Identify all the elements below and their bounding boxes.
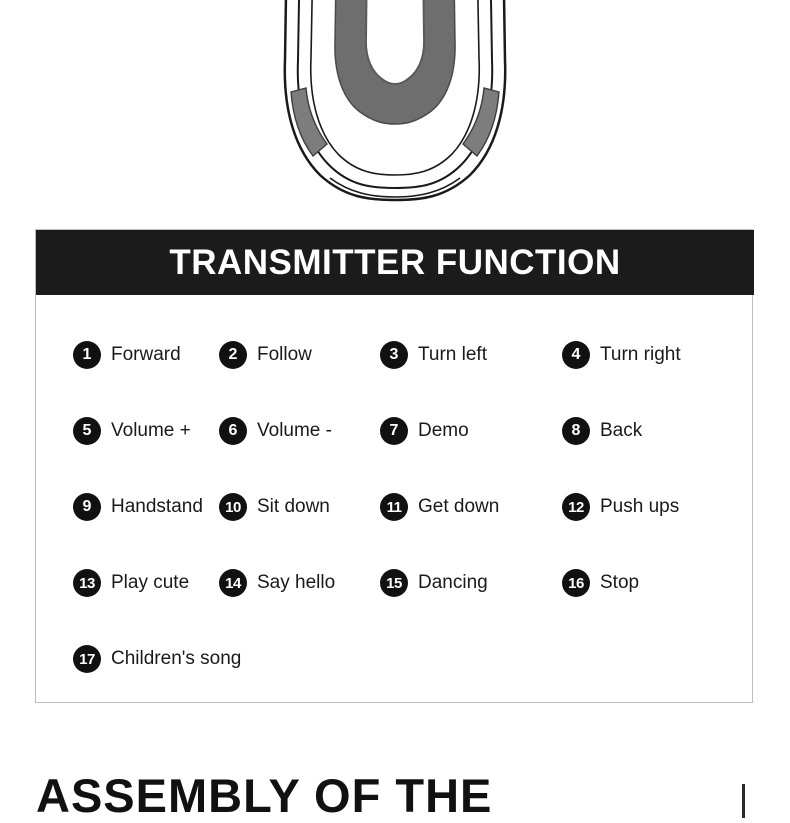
function-row [36, 393, 754, 469]
function-item-get-down[interactable] [380, 493, 552, 521]
number-badge: 14 [219, 569, 247, 597]
function-label: Turn right [600, 344, 681, 365]
function-label: Sit down [257, 496, 330, 517]
number-badge: 10 [219, 493, 247, 521]
number-badge: 3 [380, 341, 408, 369]
function-item-volume-up[interactable] [36, 417, 208, 445]
remote-control-icon [0, 0, 790, 215]
function-item-say-hello[interactable] [208, 569, 380, 597]
vertical-divider [742, 784, 745, 818]
function-item-follow[interactable] [208, 341, 380, 369]
function-label: Children's song [111, 648, 242, 669]
function-label: Handstand [111, 496, 203, 517]
number-badge: 15 [380, 569, 408, 597]
function-row [36, 469, 754, 545]
page-title: TRANSMITTER FUNCTION [169, 242, 621, 282]
number-badge: 9 [73, 493, 101, 521]
function-label: Say hello [257, 572, 336, 593]
function-item-handstand[interactable] [36, 493, 208, 521]
function-item-volume-down[interactable] [208, 417, 380, 445]
function-label: Volume - [257, 420, 332, 441]
function-label: Forward [111, 344, 181, 365]
function-label: Stop [600, 572, 640, 593]
function-item-sit-down[interactable] [208, 493, 380, 521]
function-label: Follow [257, 344, 312, 365]
transmitter-function-panel [35, 229, 753, 703]
number-badge: 6 [219, 417, 247, 445]
remote-illustration [0, 0, 790, 215]
function-label: Back [600, 420, 643, 441]
number-badge: 17 [73, 645, 101, 673]
number-badge: 2 [219, 341, 247, 369]
function-item-play-cute[interactable] [36, 569, 208, 597]
function-item-childrens-song[interactable] [36, 645, 242, 673]
number-badge: 8 [562, 417, 590, 445]
number-badge: 5 [73, 417, 101, 445]
function-label: Demo [418, 420, 469, 441]
function-label: Push ups [600, 496, 680, 517]
number-badge: 1 [73, 341, 101, 369]
section-heading: ASSEMBLY OF THE [36, 769, 493, 822]
function-item-push-ups[interactable] [552, 493, 742, 521]
number-badge: 16 [562, 569, 590, 597]
function-row [36, 621, 754, 697]
function-item-forward[interactable] [36, 341, 208, 369]
number-badge: 12 [562, 493, 590, 521]
number-badge: 4 [562, 341, 590, 369]
function-row [36, 545, 754, 621]
function-item-back[interactable] [552, 417, 742, 445]
function-item-dancing[interactable] [380, 569, 552, 597]
function-item-demo[interactable] [380, 417, 552, 445]
function-label: Turn left [418, 344, 487, 365]
number-badge: 13 [73, 569, 101, 597]
function-label: Volume + [111, 420, 191, 441]
function-list [36, 295, 754, 703]
function-row [36, 317, 754, 393]
function-label: Get down [418, 496, 500, 517]
number-badge: 7 [380, 417, 408, 445]
function-item-turn-left[interactable] [380, 341, 552, 369]
function-label: Dancing [418, 572, 488, 593]
number-badge: 11 [380, 493, 408, 521]
function-label: Play cute [111, 572, 190, 593]
panel-header [36, 230, 754, 295]
function-item-stop[interactable] [552, 569, 742, 597]
function-item-turn-right[interactable] [552, 341, 742, 369]
